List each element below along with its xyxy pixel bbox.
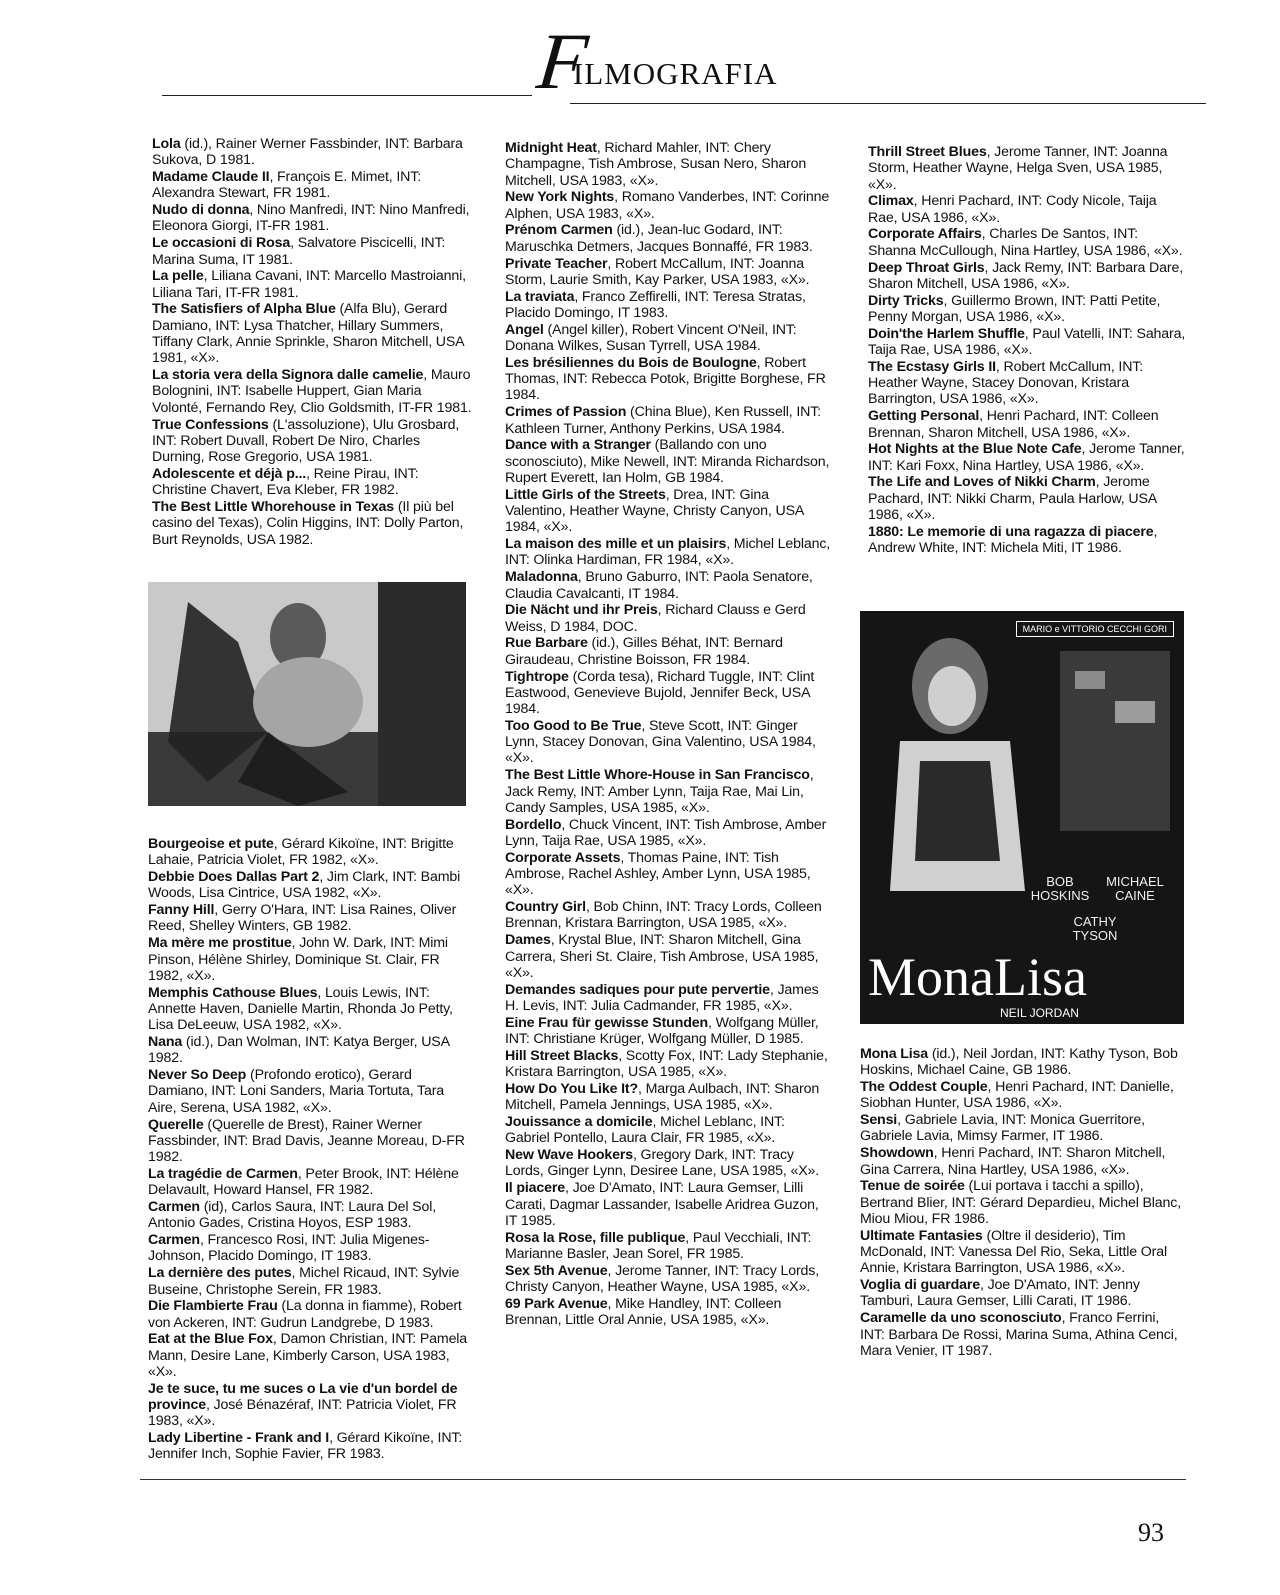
- film-details: , Henri Pachard, INT: Colleen Brennan, Sharon Mitchell, USA 1986, «X».: [868, 408, 1159, 441]
- filmography-entry: [148, 1067, 470, 1116]
- film-details: (id.), Jean-luc Godard, INT: Maruschka Detmers, Jacques Bonnaffé, FR 1983.: [505, 222, 813, 255]
- film-details: , Joe D'Amato, INT: Jenny Tamburi, Laura Gemser, Lilli Carati, IT 1986.: [860, 1277, 1140, 1310]
- film-title: Nana: [148, 1034, 183, 1051]
- film-details: (La donna in fiamme), Robert von Ackeren, INT: Gudrun Landgrebe, D 1983.: [148, 1298, 462, 1331]
- filmography-entry: [505, 1296, 831, 1329]
- filmography-entry: [505, 355, 831, 404]
- film-title: True Confessions: [152, 416, 269, 433]
- film-still-photo: [148, 582, 466, 806]
- mona-lisa-poster: [860, 611, 1184, 1024]
- filmography-entry: [505, 140, 831, 189]
- filmography-entry: [505, 1048, 831, 1081]
- filmography-entry: [152, 169, 472, 202]
- filmography-entry: [152, 367, 472, 416]
- film-details: , Bob Chinn, INT: Tracy Lords, Colleen Brennan, Kristara Barrington, USA 1985, «X».: [505, 899, 822, 932]
- filmography-entry: [860, 1112, 1186, 1145]
- filmography-entry: [148, 935, 470, 984]
- film-title: Madame Claude II: [152, 169, 270, 186]
- filmography-entry: [860, 1178, 1186, 1227]
- film-details: , Andrew White, INT: Michela Miti, IT 1986.: [868, 523, 1158, 557]
- film-details: , Michel Leblanc, INT: Gabriel Pontello, Laura Clair, FR 1985, «X».: [505, 1114, 785, 1147]
- film-title: Hill Street Blacks: [505, 1047, 619, 1064]
- filmography-entry: [505, 767, 831, 816]
- film-details: , Franco Zeffirelli, INT: Teresa Stratas, Placido Domingo, IT 1983.: [505, 288, 806, 321]
- film-details: , Paul Vecchiali, INT: Marianne Basler, Jean Sorel, FR 1985.: [505, 1229, 812, 1262]
- filmography-entry: [148, 902, 470, 935]
- column-1-bottom: [148, 836, 470, 1463]
- film-details: , Jerome Tanner, INT: Tracy Lords, Christy Canyon, Heather Wayne, USA 1985, «X».: [505, 1262, 819, 1295]
- header-rule-right: [570, 103, 1206, 104]
- filmography-entry: [152, 417, 472, 466]
- filmography-entry: [152, 301, 472, 366]
- poster-title: MonaLisa: [868, 947, 1087, 1007]
- film-details: (Il più bel casino del Texas), Colin Higgins, INT: Dolly Parton, Burt Reynolds, USA 1982.: [152, 499, 464, 548]
- film-details: (China Blue), Ken Russell, INT: Kathleen Turner, Anthony Perkins, USA 1984.: [505, 404, 821, 437]
- film-title: Climax: [868, 193, 914, 210]
- poster-credit-center: CATHY TYSON: [1072, 914, 1118, 943]
- film-details: , Krystal Blue, INT: Sharon Mitchell, Gina Carrera, Sheri St. Claire, Tish Ambrose, USA 1985, «X».: [505, 932, 819, 981]
- film-details: , Jerome Pachard, INT: Nikki Charm, Paula Harlow, USA 1986, «X».: [868, 474, 1157, 524]
- film-details: (Profondo erotico), Gerard Damiano, INT: Loni Sanders, Maria Tortuta, Tara Aire, Serena, USA 1982, «X».: [148, 1067, 445, 1116]
- film-title: Showdown: [860, 1145, 934, 1162]
- film-title: La dernière des putes: [148, 1265, 292, 1282]
- film-details: , Louis Lewis, INT: Annette Haven, Danielle Martin, Rhonda Jo Petty, Lisa DeLeeuw, USA 1982, «X».: [148, 984, 453, 1034]
- film-title: Carmen: [148, 1232, 200, 1249]
- film-title: Querelle: [148, 1116, 204, 1133]
- film-details: (Querelle de Brest), Rainer Werner Fassbinder, INT: Brad Davis, Jeanne Moreau, D-FR 1982.: [148, 1116, 465, 1166]
- film-details: , José Bénazéraf, INT: Patricia Violet, FR 1983, «X».: [148, 1397, 457, 1430]
- filmography-entry: [505, 222, 831, 255]
- filmography-entry: [505, 1114, 831, 1147]
- filmography-entry: [152, 235, 472, 268]
- footer-rule: [140, 1479, 1186, 1480]
- film-title: Memphis Cathouse Blues: [148, 984, 318, 1001]
- filmography-entry: [148, 1034, 470, 1067]
- film-title: Sensi: [860, 1112, 898, 1129]
- filmography-entry: [505, 322, 831, 355]
- film-details: , Scotty Fox, INT: Lady Stephanie, Kristara Barrington, USA 1985, «X».: [505, 1047, 828, 1081]
- film-details: , Marga Aulbach, INT: Sharon Mitchell, Pamela Jennings, USA 1985, «X».: [505, 1080, 820, 1114]
- film-details: , Nino Manfredi, INT: Nino Manfredi, Eleonora Giorgi, IT-FR 1981.: [152, 202, 470, 235]
- film-title: How Do You Like It?: [505, 1080, 638, 1097]
- film-details: , John W. Dark, INT: Mimi Pinson, Hélène Shirley, Dominique St. Clair, FR 1982, «X».: [148, 935, 448, 984]
- poster-director: NEIL JORDAN: [1000, 1006, 1079, 1020]
- film-details: (id.), Gilles Béhat, INT: Bernard Giraudeau, Christine Boisson, FR 1984.: [505, 635, 783, 668]
- filmography-entry: [148, 1166, 470, 1199]
- filmography-entry: [148, 1199, 470, 1232]
- film-title: Carmen: [148, 1199, 200, 1216]
- filmography-entry: [505, 669, 831, 718]
- filmography-entry: [505, 932, 831, 981]
- filmography-entry: [868, 326, 1188, 359]
- film-title: Tenue de soirée: [860, 1178, 965, 1195]
- film-details: (id.), Dan Wolman, INT: Katya Berger, USA 1982.: [148, 1034, 450, 1067]
- filmography-entry: [868, 144, 1188, 193]
- poster-studio-logo: MARIO e VITTORIO CECCHI GORI: [1016, 621, 1174, 637]
- film-title: Dance with a Stranger: [505, 437, 651, 454]
- filmography-entry: [868, 359, 1188, 408]
- film-title: La maison des mille et un plaisirs: [505, 536, 727, 553]
- filmography-entry: [505, 1180, 831, 1229]
- film-title: La pelle: [152, 268, 204, 285]
- film-title: Lady Libertine - Frank and I: [148, 1430, 330, 1447]
- filmography-entry: [505, 1263, 831, 1296]
- film-title: Caramelle da uno sconosciuto: [860, 1310, 1062, 1327]
- film-details: (Alfa Blu), Gerard Damiano, INT: Lysa Thatcher, Hillary Summers, Tiffany Clark, Annie Sprinkle, Sharon Mitchell, USA 1981, «X».: [152, 301, 464, 367]
- header-rule-left: [162, 95, 532, 96]
- filmography-entry: [148, 836, 470, 869]
- film-title: The Best Little Whorehouse in Texas: [152, 499, 395, 516]
- filmography-entry: [148, 869, 470, 902]
- film-details: , Guillermo Brown, INT: Patti Petite, Penny Morgan, USA 1986, «X».: [868, 292, 1161, 325]
- film-details: , Thomas Paine, INT: Tish Ambrose, Rachel Ashley, Amber Lynn, USA 1985, «X».: [505, 849, 811, 899]
- filmography-entry: [868, 193, 1188, 226]
- film-title: Die Flambierte Frau: [148, 1298, 278, 1315]
- filmography-entry: [860, 1277, 1186, 1310]
- film-title: Demandes sadiques pour pute pervertie: [505, 981, 770, 998]
- film-details: , Steve Scott, INT: Ginger Lynn, Stacey Donovan, Gina Valentino, USA 1984, «X».: [505, 717, 816, 767]
- film-title: Bordello: [505, 816, 562, 833]
- film-title: Mona Lisa: [860, 1046, 929, 1062]
- section-title: [533, 18, 778, 106]
- filmography-entry: [505, 1230, 831, 1263]
- film-title: The Satisfiers of Alpha Blue: [152, 301, 336, 318]
- filmography-entry: [152, 268, 472, 301]
- filmography-entry: [505, 569, 831, 602]
- film-title: The Life and Loves of Nikki Charm: [868, 474, 1096, 491]
- film-title: La traviata: [505, 288, 575, 305]
- filmography-entry: [148, 1381, 470, 1430]
- filmography-entry: [868, 441, 1188, 474]
- film-title: The Ecstasy Girls II: [868, 358, 996, 375]
- film-title: Deep Throat Girls: [868, 259, 985, 276]
- filmography-entry: [505, 899, 831, 932]
- film-title: Adolescente et déjà p...: [152, 465, 307, 482]
- filmography-entry: [148, 1298, 470, 1331]
- filmography-entry: [860, 1046, 1186, 1079]
- film-title: Country Girl: [505, 899, 586, 916]
- poster-credit-right: MICHAEL CAINE: [1106, 874, 1164, 903]
- filmography-entry: [152, 466, 472, 499]
- filmography-entry: [860, 1310, 1186, 1359]
- film-details: , Mauro Bolognini, INT: Isabelle Huppert, Gian Maria Volonté, Fernando Rey, Clio Goldsmith, IT-FR 1981.: [152, 367, 472, 416]
- filmography-entry: [152, 202, 472, 235]
- film-details: , Jack Remy, INT: Barbara Dare, Sharon Mitchell, USA 1986, «X».: [868, 259, 1183, 292]
- filmography-entry: [152, 499, 472, 548]
- photo-illustration: [148, 582, 466, 806]
- film-details: (L'assoluzione), Ulu Grosbard, INT: Robert Duvall, Robert De Niro, Charles Durning, Rose Gregorio, USA 1981.: [152, 416, 460, 466]
- filmography-entry: [505, 982, 831, 1015]
- film-details: , Robert McCallum, INT: Heather Wayne, Stacey Donovan, Kristara Barrington, USA 1986, «X».: [868, 358, 1144, 408]
- film-title: Sex 5th Avenue: [505, 1262, 608, 1279]
- filmography-entry: [505, 718, 831, 767]
- film-title: Corporate Affairs: [868, 226, 982, 243]
- column-3-bottom: [860, 1046, 1186, 1360]
- film-details: , Francesco Rosi, INT: Julia Migenes-Johnson, Placido Domingo, IT 1983.: [148, 1232, 430, 1265]
- film-title: Crimes of Passion: [505, 404, 627, 421]
- film-details: , Henri Pachard, INT: Cody Nicole, Taija Rae, USA 1986, «X».: [868, 193, 1157, 226]
- film-title: Prénom Carmen: [505, 222, 613, 239]
- film-details: , François E. Mimet, INT: Alexandra Stewart, FR 1981.: [152, 169, 422, 202]
- filmography-entry: [505, 1147, 831, 1180]
- filmography-entry: [148, 1117, 470, 1166]
- film-title: Le occasioni di Rosa: [152, 235, 291, 252]
- filmography-entry: [505, 1015, 831, 1048]
- filmography-entry: [868, 408, 1188, 441]
- film-title: Doin'the Harlem Shuffle: [868, 325, 1025, 342]
- film-title: Dames: [505, 932, 551, 949]
- film-details: , Joe D'Amato, INT: Laura Gemser, Lilli Carati, Dagmar Lassander, Isabelle Aridrea Guzon, IT 1985.: [505, 1180, 819, 1229]
- film-details: , Mike Handley, INT: Colleen Brennan, Little Oral Annie, USA 1985, «X».: [505, 1295, 782, 1329]
- film-title: Les brésiliennes du Bois de Boulogne: [505, 354, 757, 371]
- film-details: (Angel killer), Robert Vincent O'Neil, INT: Donana Wilkes, Susan Tyrrell, USA 1984.: [505, 321, 797, 355]
- filmography-entry: [505, 256, 831, 289]
- column-2: [505, 140, 831, 1329]
- film-title: Maladonna: [505, 569, 578, 586]
- film-details: , Gabriele Lavia, INT: Monica Guerritore, Gabriele Lavia, Mimsy Farmer, IT 1986.: [860, 1112, 1145, 1145]
- filmography-entry: [868, 524, 1188, 557]
- film-title: Ultimate Fantasies: [860, 1227, 983, 1244]
- film-details: (id), Carlos Saura, INT: Laura Del Sol, Antonio Gades, Cristina Hoyos, ESP 1983.: [148, 1199, 437, 1232]
- film-title: La tragédie de Carmen: [148, 1165, 298, 1182]
- film-details: , Charles De Santos, INT: Shanna McCullough, Nina Hartley, USA 1986, «X».: [868, 226, 1183, 259]
- filmography-entry: [868, 226, 1188, 259]
- film-details: , Gérard Kikoïne, INT: Brigitte Lahaie, Patricia Violet, FR 1982, «X».: [148, 836, 454, 869]
- film-details: (Corda tesa), Richard Tuggle, INT: Clint Eastwood, Genevieve Bujold, Jennifer Beck, USA 1984.: [505, 668, 815, 718]
- film-details: , Henri Pachard, INT: Sharon Mitchell, Gina Carrera, Nina Hartley, USA 1986, «X».: [860, 1145, 1166, 1178]
- film-details: , Jerome Tanner, INT: Kari Foxx, Nina Hartley, USA 1986, «X».: [868, 441, 1185, 474]
- film-title: Corporate Assets: [505, 849, 621, 866]
- film-title: Thrill Street Blues: [868, 144, 987, 160]
- film-title: Too Good to Be True: [505, 717, 642, 734]
- film-title: 69 Park Avenue: [505, 1295, 608, 1312]
- filmography-entry: [148, 985, 470, 1034]
- film-title: Die Nächt und ihr Preis: [505, 602, 658, 619]
- film-details: , Gregory Dark, INT: Tracy Lords, Ginger Lynn, Desiree Lane, USA 1985, «X».: [505, 1147, 820, 1180]
- filmography-entry: [868, 293, 1188, 326]
- column-1-top: [152, 136, 472, 548]
- film-details: , Liliana Cavani, INT: Marcello Mastroianni, Liliana Tari, IT-FR 1981.: [152, 268, 466, 301]
- film-details: , Reine Pirau, INT: Christine Chavert, Eva Kleber, FR 1982.: [152, 465, 419, 499]
- film-details: , Drea, INT: Gina Valentino, Heather Wayne, Christy Canyon, USA 1984, «X».: [505, 486, 804, 536]
- film-details: (Oltre il desiderio), Tim McDonald, INT: Vanessa Del Rio, Seka, Little Oral Annie, Kristara Barrington, USA 1986, «X».: [860, 1227, 1168, 1277]
- poster-credit-left: BOB HOSKINS: [1030, 874, 1090, 903]
- film-title: Eine Frau für gewisse Stunden: [505, 1014, 708, 1031]
- filmography-entry: [505, 437, 831, 486]
- film-details: , Robert Thomas, INT: Rebecca Potok, Brigitte Borghese, FR 1984.: [505, 354, 826, 404]
- filmography-entry: [505, 289, 831, 322]
- film-details: , Salvatore Piscicelli, INT: Marina Suma, IT 1981.: [152, 235, 446, 268]
- film-title: Ma mère me prostitue: [148, 935, 292, 952]
- film-title: Fanny Hill: [148, 902, 215, 919]
- film-details: , Jim Clark, INT: Bambi Woods, Lisa Cintrice, USA 1982, «X».: [148, 869, 461, 902]
- film-title: Rosa la Rose, fille publique: [505, 1229, 686, 1246]
- film-title: Never So Deep: [148, 1067, 247, 1084]
- film-title: Debbie Does Dallas Part 2: [148, 869, 320, 886]
- film-title: Eat at the Blue Fox: [148, 1331, 273, 1348]
- section-header: [0, 0, 1280, 110]
- film-title: Je te suce, tu me suces o La vie d'un bordel de province: [148, 1380, 458, 1414]
- film-details: , Wolfgang Müller, INT: Christiane Krüger, Wolfgang Müller, D 1985.: [505, 1014, 819, 1048]
- film-title: Voglia di guardare: [860, 1277, 981, 1294]
- filmography-entry: [505, 602, 831, 635]
- filmography-entry: [868, 260, 1188, 293]
- filmography-entry: [505, 850, 831, 899]
- filmography-entry: [505, 189, 831, 222]
- filmography-entry: [148, 1265, 470, 1298]
- title-initial: F: [533, 18, 592, 106]
- film-title: Bourgeoise et pute: [148, 836, 274, 852]
- film-details: (id.), Neil Jordan, INT: Kathy Tyson, Bob Hoskins, Michael Caine, GB 1986.: [860, 1046, 1178, 1079]
- film-title: Getting Personal: [868, 408, 980, 425]
- filmography-entry: [505, 487, 831, 536]
- film-details: , James H. Levis, INT: Julia Cadmander, FR 1985, «X».: [505, 981, 819, 1014]
- column-3-top: [868, 144, 1188, 557]
- film-title: The Oddest Couple: [860, 1079, 988, 1096]
- film-details: , Richard Clauss e Gerd Weiss, D 1984, DOC.: [505, 602, 806, 635]
- filmography-entry: [505, 404, 831, 437]
- filmography-entry: [148, 1331, 470, 1380]
- filmography-entry: [860, 1145, 1186, 1178]
- film-details: , Peter Brook, INT: Hélène Delavault, Howard Hansel, FR 1982.: [148, 1165, 459, 1199]
- filmography-entry: [505, 536, 831, 569]
- film-title: New York Nights: [505, 189, 615, 206]
- filmography-entry: [860, 1079, 1186, 1112]
- film-details: , Gérard Kikoïne, INT: Jennifer Inch, Sophie Favier, FR 1983.: [148, 1430, 463, 1463]
- film-title: Midnight Heat: [505, 140, 597, 156]
- film-details: , Jack Remy, INT: Amber Lynn, Taija Rae, Mai Lin, Candy Samples, USA 1985, «X».: [505, 767, 814, 816]
- page-number: 93: [1138, 1518, 1164, 1547]
- film-details: , Franco Ferrini, INT: Barbara De Rossi, Marina Suma, Athina Cenci, Mara Venier, IT 1987.: [860, 1310, 1178, 1359]
- film-title: Nudo di donna: [152, 202, 250, 219]
- film-details: , Paul Vatelli, INT: Sahara, Taija Rae, USA 1986, «X».: [868, 325, 1186, 359]
- film-details: , Jerome Tanner, INT: Joanna Storm, Heather Wayne, Helga Sven, USA 1985, «X».: [868, 144, 1168, 193]
- film-title: Rue Barbare: [505, 635, 588, 652]
- film-title: Hot Nights at the Blue Note Cafe: [868, 441, 1082, 458]
- filmography-entry: [860, 1228, 1186, 1277]
- film-details: , Gerry O'Hara, INT: Lisa Raines, Oliver Reed, Shelley Winters, GB 1982.: [148, 902, 457, 935]
- film-title: Dirty Tricks: [868, 292, 944, 309]
- filmography-entry: [505, 635, 831, 668]
- filmography-entry: [148, 1232, 470, 1265]
- film-details: (id.), Rainer Werner Fassbinder, INT: Barbara Sukova, D 1981.: [152, 136, 463, 169]
- film-details: , Michel Ricaud, INT: Sylvie Buseine, Christophe Serein, FR 1983.: [148, 1265, 460, 1298]
- film-details: , Bruno Gaburro, INT: Paola Senatore, Claudia Cavalcanti, IT 1984.: [505, 569, 813, 602]
- film-title: Little Girls of the Streets: [505, 486, 666, 503]
- film-details: , Romano Vanderbes, INT: Corinne Alphen, USA 1983, «X».: [505, 189, 830, 222]
- film-title: Il piacere: [505, 1180, 566, 1197]
- film-title: New Wave Hookers: [505, 1147, 633, 1164]
- filmography-entry: [148, 1430, 470, 1463]
- filmography-entry: [868, 474, 1188, 523]
- film-details: , Richard Mahler, INT: Chery Champagne, Tish Ambrose, Susan Nero, Sharon Mitchell, USA 1983, «X».: [505, 140, 807, 189]
- film-details: (Lui portava i tacchi a spillo), Bertrand Blier, INT: Gérard Depardieu, Michel Blanc, Miou Miou, FR 1986.: [860, 1178, 1182, 1227]
- film-title: Private Teacher: [505, 255, 608, 272]
- film-details: , Chuck Vincent, INT: Tish Ambrose, Amber Lynn, Taija Rae, USA 1985, «X».: [505, 816, 827, 849]
- film-title: 1880: Le memorie di una ragazza di piacere: [868, 523, 1154, 540]
- film-title: Angel: [505, 321, 544, 338]
- filmography-entry: [505, 817, 831, 850]
- filmography-entry: [152, 136, 472, 169]
- film-details: , Robert McCallum, INT: Joanna Storm, Laurie Smith, Kay Parker, USA 1983, «X».: [505, 255, 810, 288]
- film-title: La storia vera della Signora dalle camelie: [152, 367, 424, 384]
- film-title: Jouissance a domicile: [505, 1114, 653, 1131]
- film-details: , Henri Pachard, INT: Danielle, Siobhan Hunter, USA 1986, «X».: [860, 1079, 1174, 1112]
- film-details: , Damon Christian, INT: Pamela Mann, Desire Lane, Kimberly Carson, USA 1983, «X».: [148, 1331, 468, 1380]
- title-rest: ILMOGRAFIA: [572, 56, 778, 91]
- film-details: (Ballando con uno sconosciuto), Mike Newell, INT: Miranda Richardson, Rupert Everett, Ian Holm, GB 1984.: [505, 437, 830, 486]
- film-title: Tightrope: [505, 668, 569, 685]
- film-title: Lola: [152, 136, 181, 152]
- film-title: The Best Little Whore-House in San Francisco: [505, 767, 810, 784]
- filmography-entry: [505, 1081, 831, 1114]
- film-details: , Michel Leblanc, INT: Olinka Hardiman, FR 1984, «X».: [505, 536, 831, 569]
